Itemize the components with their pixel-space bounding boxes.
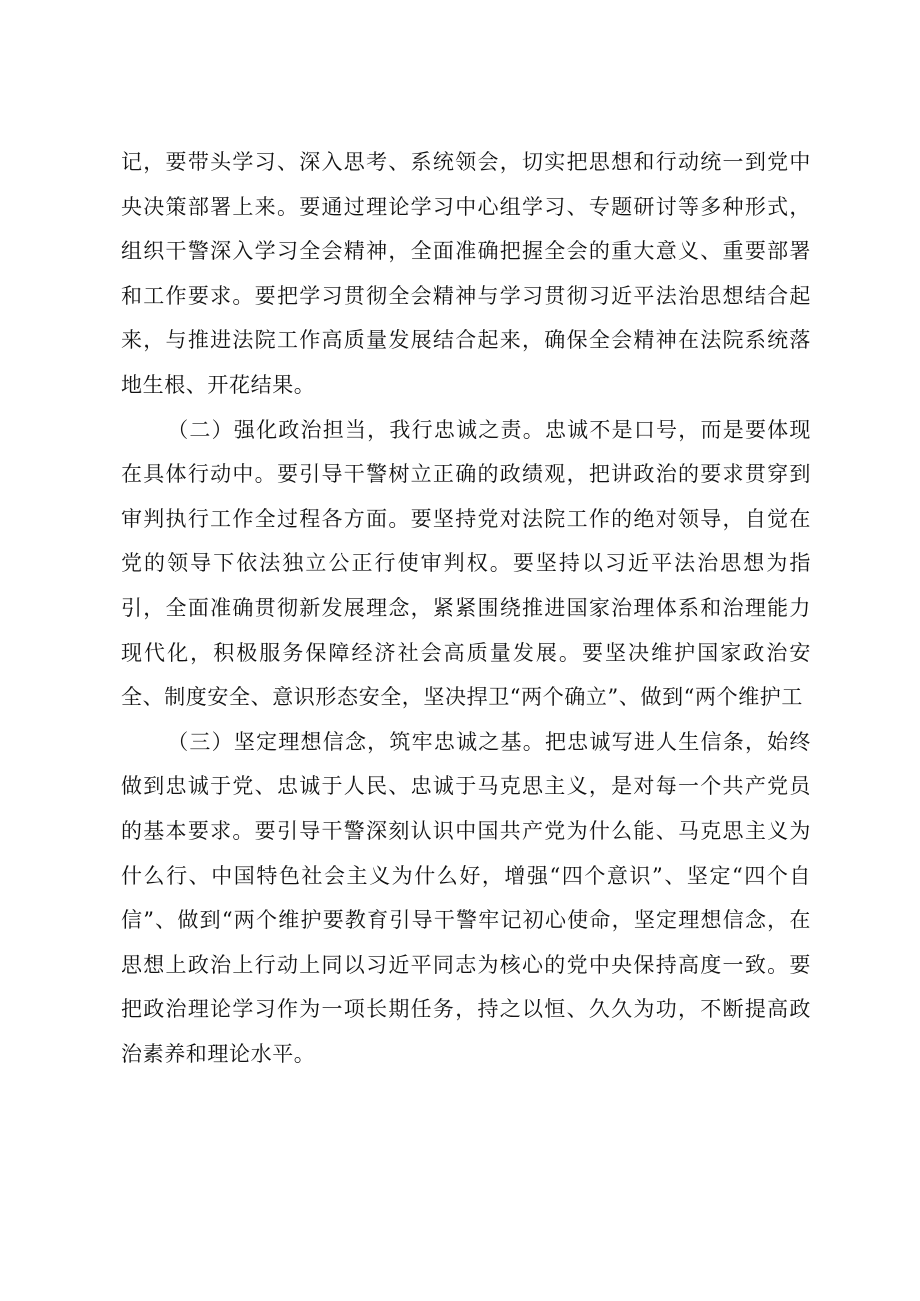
paragraph-section-two: （二）强化政治担当，我行忠诚之责。忠诚不是口号，而是要体现在具体行动中。要引导干警树立正确的政绩观，把讲政治的要求贯穿到审判执行工作全过程各方面。要坚持党对法院工作的绝对领导，自觉在党的领导下依法独立公正行使审判权。要坚持以习近平法治思想为指引，全面准确贯彻新发展理念，紧紧围绕推进国家治理体系和治理能力现代化，积极服务保障经济社会高质量发展。要坚决维护国家政治安全、制度安全、意识形态安全，坚决捍卫“两个确立”、做到“两个维护工 xyxy=(121,417,811,710)
paragraph-continuation: 记，要带头学习、深入思考、系统领会，切实把思想和行动统一到党中央决策部署上来。要通过理论学习中心组学习、专题研讨等多种形式，组织干警深入学习全会精神，全面准确把握全会的重大意义、重要部署和工作要求。要把学习贯彻全会精神与学习贯彻习近平法治思想结合起来，与推进法院工作高质量发展结合起来，确保全会精神在法院系统落地生根、开花结果。 xyxy=(121,150,811,397)
document-body xyxy=(121,140,811,1076)
paragraph-section-three: （三）坚定理想信念，筑牢忠诚之基。把忠诚写进人生信条，始终做到忠诚于党、忠诚于人民、忠诚于马克思主义，是对每一个共产党员的基本要求。要引导干警深刻认识中国共产党为什么能、马克思主义为什么行、中国特色社会主义为什么好，增强“四个意识”、坚定“四个自信”、做到“两个维护要教育引导干警牢记初心使命，坚定理想信念，在思想上政治上行动上同以习近平同志为核心的党中央保持高度一致。要把政治理论学习作为一项长期任务，持之以恒、久久为功，不断提高政治素养和理论水平。 xyxy=(121,729,811,1066)
